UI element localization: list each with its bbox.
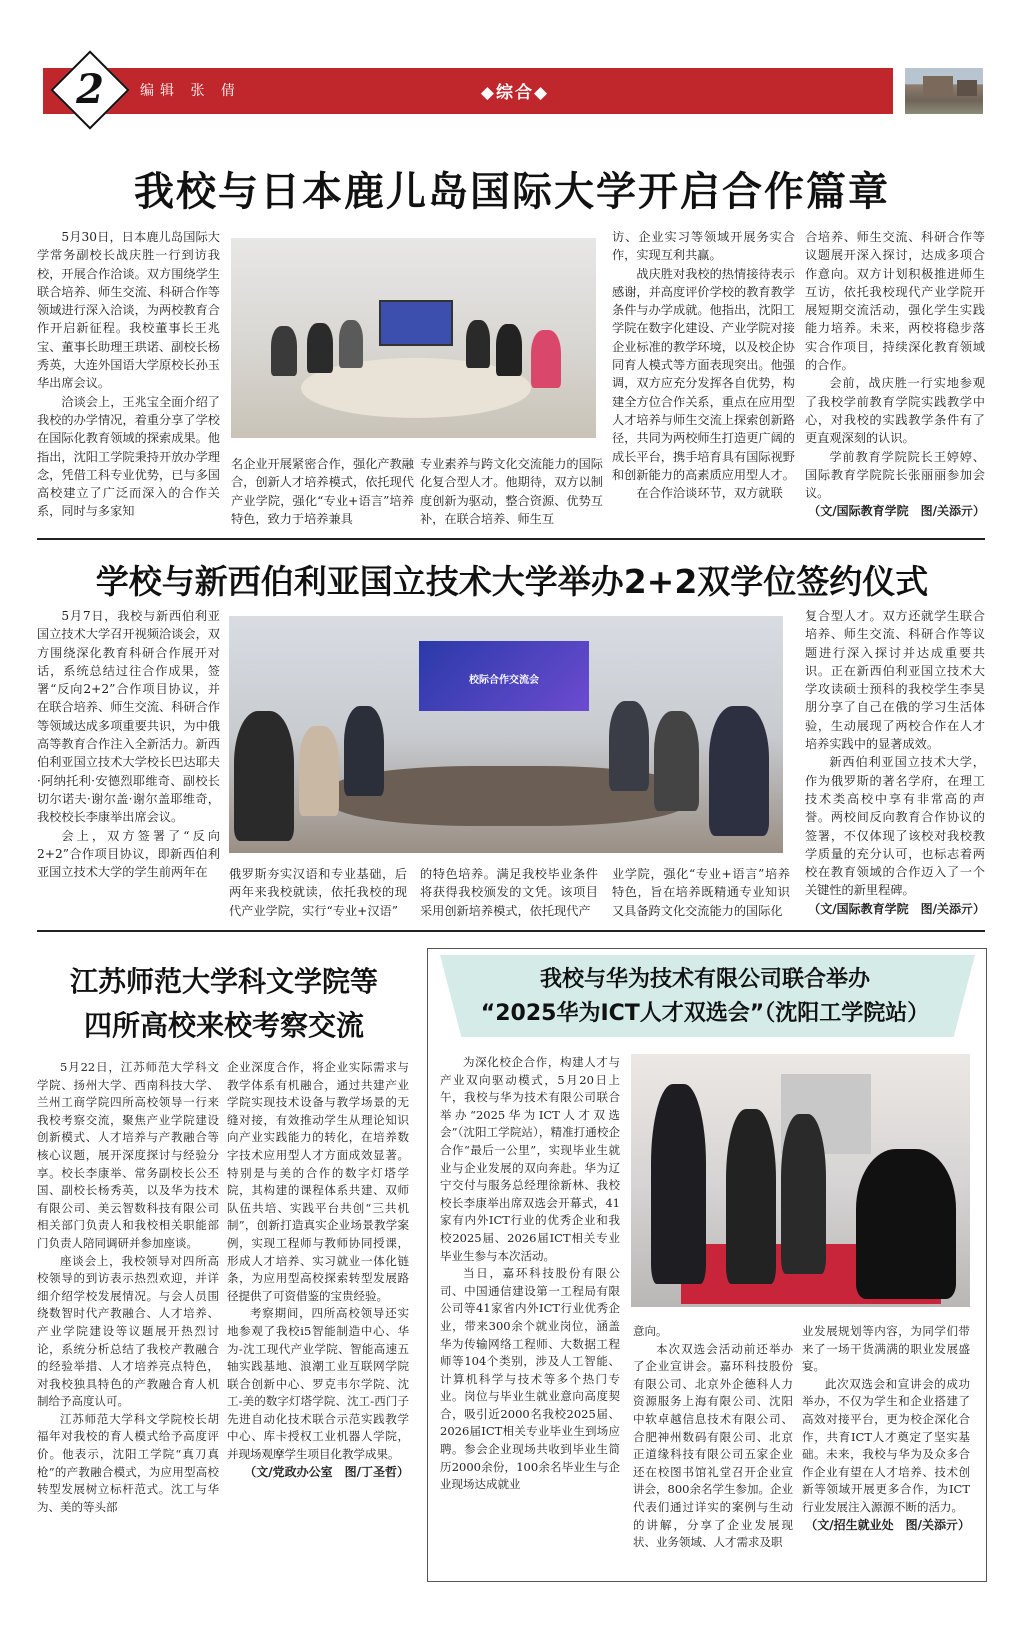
article2-col3: [420, 865, 598, 919]
campus-thumbnail: [905, 68, 983, 114]
article3-title-line2: 四所高校来校考察交流: [83, 1009, 364, 1042]
article4-col2: [633, 1323, 793, 1575]
meeting-screen: [379, 300, 453, 346]
article1-col2: [231, 455, 414, 529]
divider: [37, 538, 985, 540]
paragraph: 在合作洽谈环节，双方就联: [636, 486, 783, 501]
section-name: ◆综合◆: [480, 83, 550, 103]
article1-col3: [420, 455, 603, 529]
paragraph: 访、企业实习等领域开展务实合作，实现互利共赢。: [612, 230, 795, 263]
article1-col1: [37, 228, 220, 528]
paragraph: 会上，双方签署了“反向2+2”合作项目协议，即新西伯利亚国立技术大学的学生前两年在: [37, 828, 220, 880]
article2-title: 学校与新西伯利亚国立技术大学举办2+2双学位签约仪式: [95, 562, 929, 601]
paragraph: 座谈会上，我校领导对四所高校领导的到访表示热烈欢迎，并详细介绍学校发展情况。与会人员围绕数智时代产教融合、人才培养、产业学院建设等议题展开热烈讨论，系统分析总结了我校产教融合的经验举措、人才培养亮点特色，对我校独具特色的产教融合育人机制给予高度认可。: [37, 1253, 219, 1409]
paragraph: 战庆胜对我校的热情接待表示感谢，并高度评价学校的教育教学条件与办学成就。他指出，沈阳工学院在数字化建设、产业学院对接企业标准的教学环境，以及校企协同育人模式等方面表现突出。他强调，双方应充分发挥各自优势，构建全方位合作关系，重点在应用型人才培养与师生交流上探索创新路径，共同为两校师生打造更广阔的成长平台，携手培育具有国际视野和创新能力的高素质应用型人才。: [612, 266, 795, 482]
paragraph: 业发展规划等内容，为同学们带来了一场干货满满的职业发展盛宴。: [802, 1324, 970, 1374]
article4-signature: （文/招生就业处 图/关添亓）: [805, 1517, 970, 1532]
paragraph: 会前，战庆胜一行实地参观了我校学前教育学院实践教学中心，对我校的实践教学条件有了更直观深刻的认识。: [805, 376, 985, 446]
paragraph: 考察期间，四所高校领导还实地参观了我校i5智能制造中心、华为-沈工现代产业学院、智能高速五轴实践基地、浪潮工业互联网学院联合创新中心、罗克韦尔学院、沈工-美的数字灯塔学院、沈工-西门子先进自动化技术联合示范实践教学中心、库卡授权工业机器人学院，并现场观摩学生项目化教学成果。: [227, 1306, 409, 1462]
paragraph: 复合型人才。双方还就学生联合培养、师生交流、科研合作等议题进行深入探讨并达成重要共识。正在新西伯利亚国立技术大学攻读硕士预科的我校学生李昊朋分享了自己在俄的学习生活体验，生动展现了两校合作在人才培养实践中的显著成效。: [805, 609, 985, 752]
paragraph: 洽谈会上，王兆宝全面介绍了我校的办学情况，着重分享了学校在国际化教育领域的探索成果。他指出，沈阳工学院秉持开放办学理念，凭借工科专业优势，已与多国高校建立了广泛而深入的合作关系，同时与多家知: [37, 394, 220, 519]
paragraph: 此次双选会和宣讲会的成功举办，不仅为学生和企业搭建了高效对接平台，更为校企深化合作，共育ICT人才奠定了坚实基础。未来，我校与华为及众多合作企业有望在人才培养、技术创新等领域开展更多合作，为ICT行业发展注入源源不断的活力。: [802, 1376, 970, 1514]
paragraph: 合培养、师生交流、科研合作等议题展开深入探讨，达成多项合作意向。双方计划积极推进师生互访，依托我校现代产业学院开展短期交流活动，强化学生实践能力培养。未来，两校将稳步落实合作项目，持续深化教育领域的合作。: [805, 230, 985, 373]
paragraph: 企业深度合作，将企业实际需求与教学体系有机融合，通过共建产业学院实现技术设备与教学场景的无缝对接，有效推动学生从理论知识向产业实践能力的转化，在培养数字技术应用型人才方面成效显著。特别是与美的合作的数字灯塔学院，其构建的课程体系共建、双师队伍共培、实践平台共创“三共机制”，创新打造真实企业场景教学案例，实现工程师与教师协同授课，形成人才培养、实习就业一体化链条，为应用型高校探索转型发展路径提供了可资借鉴的宝贵经验。: [227, 1060, 409, 1303]
paragraph: 江苏师范大学科文学院校长胡福年对我校的育人模式给予高度评价。他表示，沈阳工学院“真刀真枪”的产教融合模式，为应用型高校转型发展树立标杆范式。沈工与华为、美的等头部: [37, 1411, 219, 1514]
article2-signature: （文/国际教育学院 图/关添亓）: [808, 901, 985, 916]
divider: [37, 930, 985, 932]
paragraph: 学前教育学院院长王婷婷、国际教育学院院长张丽丽参加会议。: [805, 449, 985, 501]
article1-signature: （文/国际教育学院 图/关添亓）: [808, 504, 985, 519]
paragraph: 为深化校企合作，构建人才与产业双向驱动模式，5月20日上午，我校与华为技术有限公司联合举办“2025华为ICT人才双选会”（沈阳工学院站），精准打通校企合作“最后一公里”，实现毕业生就业与企业发展的双向奔赴。华为辽宁交付与服务总经理徐新林、我校校长李康举出席双选会开幕式，41家有内外ICT行业的优秀企业和我校2025届、2026届ICT相关专业毕业生参与本次活动。: [440, 1055, 620, 1263]
article2-signing-photo: [229, 616, 783, 853]
article1-meeting-photo: [231, 238, 596, 438]
paragraph: 当日，嘉环科技股份有限公司、中国通信建设第一工程局有限公司等41家省内外ICT行业优秀企业，带来300余个就业岗位，涵盖华为传输网络工程师、大数据工程师等104个类别，涉及人工智能、计算机科学与技术等多个热门专业。岗位与毕业生就业意向高度契合，吸引近2000名我校2025届、2026届ICT相关专业毕业生到场应聘。参会企业现场共收到毕业生简历2000余份，100余名毕业生与企业现场达成就业: [440, 1266, 620, 1492]
paragraph: 业学院，强化“专业+语言”培养特色，旨在培养既精通专业知识又具备跨文化交流能力的国际化: [612, 867, 790, 918]
article4-job-fair-photo: [631, 1054, 970, 1307]
article2-col1: [37, 607, 220, 917]
paragraph: 专业素养与跨文化交流能力的国际化复合型人才。他期待，双方以制度创新为驱动，整合资源、优势互补，在联合培养、师生互: [420, 457, 603, 526]
article3-signature: （文/党政办公室 图/丁圣哲）: [244, 1464, 409, 1479]
article3-col1: [37, 1059, 219, 1579]
article3-title: [30, 960, 418, 1048]
article2-col2: [229, 865, 407, 919]
page-number: 2: [76, 66, 104, 113]
paragraph: 5月22日，江苏师范大学科文学院、扬州大学、西南科技大学、兰州工商学院四所高校领导一行来我校考察交流，聚焦产业学院建设创新模式、人才培养与产教融合等核心议题，展开深度探讨与经验分享。校长李康举、常务副校长公丕国、副校长杨秀英，以及华为技术有限公司、美云智数科技有限公司相关部门负责人和我校相关职能部门负责人陪同调研并参加座谈。: [37, 1060, 219, 1250]
editor-credit: 编辑 张 倩: [140, 83, 241, 99]
article1-col5: [805, 228, 985, 528]
video-conference-screen: [419, 641, 589, 711]
paragraph: 本次双选会活动前还举办了企业宣讲会。嘉环科技股份有限公司、北京外企德科人力资源服务上海有限公司、沈阳中软卓越信息技术有限公司、合肥神州数码有限公司、北京正道缘科技有限公司五家企业还在校图书馆礼堂召开企业宣讲会，800余名学生参加。企业代表们通过详实的案例与生动的讲解，分享了企业发展现状、业务领域、人才需求及职: [633, 1341, 793, 1550]
paragraph: 俄罗斯夯实汉语和专业基础，后两年来我校就读，依托我校的现代产业学院，实行“专业+汉语”: [229, 867, 407, 918]
article2-col4: [612, 865, 790, 919]
paragraph: 意向。: [633, 1324, 668, 1338]
article4-col1: [440, 1054, 620, 1574]
paragraph: 名企业开展紧密合作，强化产教融合，创新人才培养模式，依托现代产业学院，强化“专业+语言”培养特色，致力于培养兼具: [231, 457, 414, 526]
article4-col3: [802, 1323, 970, 1575]
paragraph: 新西伯利亚国立技术大学，作为俄罗斯的著名学府，在理工技术类高校中享有非常高的声誉。两校间反向教育合作协议的签署，不仅体现了该校对我校教学质量的充分认可，也标志着两校在教育领域的合作迈入了一个关键性的新里程碑。: [805, 755, 985, 898]
article2-col5: [805, 607, 985, 917]
article3-title-line1: 江苏师范大学科文学院等: [69, 965, 378, 998]
paragraph: 的特色培养。满足我校毕业条件将获得我校颁发的文凭。该项目采用创新培养模式，依托现代产: [420, 867, 598, 918]
article1-title: 我校与日本鹿儿岛国际大学开启合作篇章: [134, 169, 890, 215]
article4-title: [435, 963, 975, 1031]
article3-col2: [227, 1059, 409, 1579]
article1-col4: [612, 228, 795, 528]
paragraph: 5月30日，日本鹿儿岛国际大学常务副校长战庆胜一行到访我校，开展合作洽谈。双方围绕学生联合培养、师生交流、科研合作等领域进行深入洽谈，为两校教育合作开启新征程。我校董事长王兆宝、董事长助理王珙诺、副校长杨秀英，大连外国语大学原校长孙玉华出席会议。: [37, 230, 220, 391]
paragraph: 5月7日，我校与新西伯利亚国立技术大学召开视频洽谈会，双方围绕深化教育科研合作展开对话，系统总结过往合作成果，签署“反向2+2”合作项目协议，并在联合培养、师生交流、科研合作等领域达成多项重要共识，为中俄高等教育合作注入全新活力。新西伯利亚国立技术大学校长巴达耶夫·阿纳托利·安德烈耶维奇、副校长切尔诺夫·谢尔盖·谢尔盖耶维奇，我校校长李康举出席会议。: [37, 609, 220, 825]
screen-caption: 校际合作交流会: [469, 675, 539, 686]
article4-title-line2: “2025华为ICT人才双选会”（沈阳工学院站）: [480, 1001, 930, 1026]
article4-title-line1: 我校与华为技术有限公司联合举办: [539, 967, 870, 992]
